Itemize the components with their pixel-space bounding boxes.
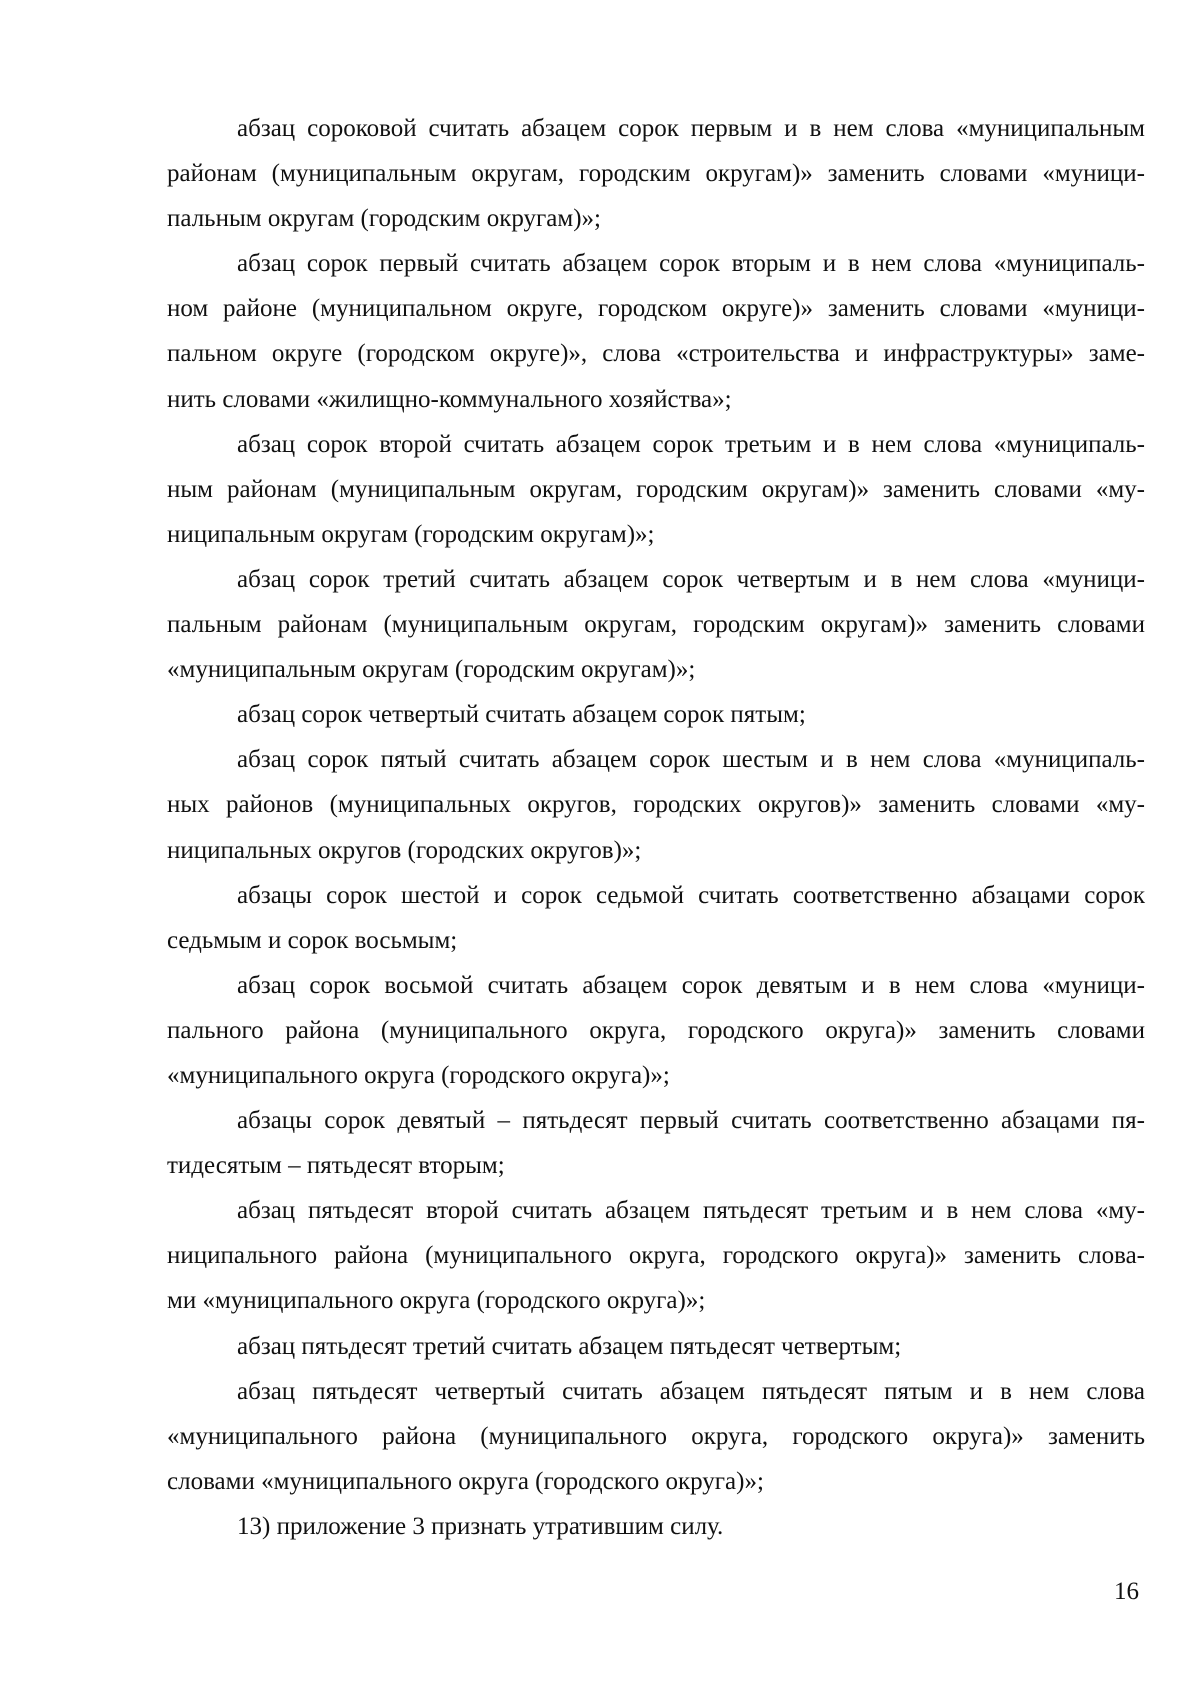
paragraph (167, 241, 1145, 421)
text-line: «муниципального округа (городского округа)»; (167, 1061, 670, 1089)
paragraph (167, 557, 1145, 692)
text-line: пальным районам (муниципальным округам, городским округам)» заменить словами (167, 611, 1145, 639)
text-line: «муниципального района (муниципального округа, городского округа)» заменить (167, 1422, 1145, 1450)
text-line: абзацы сорок девятый – пятьдесят первый считать соответственно абзацами пя- (237, 1107, 1145, 1135)
text-line: «муниципальным округам (городским округам)»; (167, 656, 696, 684)
text-line: абзац пятьдесят четвертый считать абзацем пятьдесят пятым и в нем слова (237, 1377, 1145, 1405)
text-line: абзац сорок пятый считать абзацем сорок шестым и в нем слова «муниципаль- (237, 746, 1145, 774)
text-line: ми «муниципального округа (городского округа)»; (167, 1287, 706, 1315)
text-line: ниципальных округов (городских округов)»; (167, 836, 642, 864)
text-line: ных районов (муниципальных округов, городских округов)» заменить словами «му- (167, 791, 1145, 819)
text-line: ном районе (муниципальном округе, городском округе)» заменить словами «муници- (167, 295, 1145, 323)
paragraph (167, 1098, 1145, 1188)
text-line: абзац пятьдесят третий считать абзацем пятьдесят четвертым; (237, 1332, 902, 1360)
text-line: словами «муниципального округа (городского округа)»; (167, 1467, 764, 1495)
text-line: пальном округе (городском округе)», слова «строительства и инфраструктуры» заме- (167, 340, 1145, 368)
text-line: 13) приложение 3 признать утратившим силу. (237, 1512, 724, 1540)
text-line: ниципального района (муниципального округа, городского округа)» заменить слова- (167, 1242, 1145, 1270)
text-line: абзац сорок первый считать абзацем сорок вторым и в нем слова «муниципаль- (237, 250, 1145, 278)
paragraph (167, 1324, 1145, 1369)
paragraph (167, 692, 1145, 737)
paragraph (167, 106, 1145, 241)
text-line: тидесятым – пятьдесят вторым; (167, 1152, 505, 1180)
page-number: 16 (1114, 1578, 1139, 1605)
paragraph (167, 1369, 1145, 1504)
text-line: абзацы сорок шестой и сорок седьмой считать соответственно абзацами сорок (237, 881, 1145, 909)
text-line: абзац сорок третий считать абзацем сорок четвертым и в нем слова «муници- (237, 565, 1145, 593)
text-line: нить словами «жилищно-коммунального хозяйства»; (167, 385, 732, 413)
text-line: абзац сороковой считать абзацем сорок первым и в нем слова «муниципальным (237, 115, 1145, 142)
text-line: абзац сорок четвертый считать абзацем сорок пятым; (237, 701, 806, 729)
text-line: пального района (муниципального округа, городского округа)» заменить словами (167, 1016, 1145, 1044)
text-line: пальным округам (городским округам)»; (167, 205, 601, 233)
text-line: ным районам (муниципальным округам, городским округам)» заменить словами «му- (167, 475, 1145, 503)
paragraph (167, 422, 1145, 557)
text-line: абзац сорок восьмой считать абзацем сорок девятым и в нем слова «муници- (237, 971, 1145, 999)
paragraph (167, 1504, 1145, 1549)
document-body (167, 106, 1145, 1549)
text-line: абзац пятьдесят второй считать абзацем пятьдесят третьим и в нем слова «му- (237, 1197, 1145, 1225)
text-line: районам (муниципальным округам, городским округам)» заменить словами «муници- (167, 160, 1145, 188)
paragraph (167, 737, 1145, 872)
text-line: ниципальным округам (городским округам)»; (167, 520, 655, 548)
text-line: абзац сорок второй считать абзацем сорок третьим и в нем слова «муниципаль- (237, 430, 1145, 458)
text-line: седьмым и сорок восьмым; (167, 926, 458, 954)
paragraph (167, 873, 1145, 963)
paragraph (167, 1188, 1145, 1323)
paragraph (167, 963, 1145, 1098)
